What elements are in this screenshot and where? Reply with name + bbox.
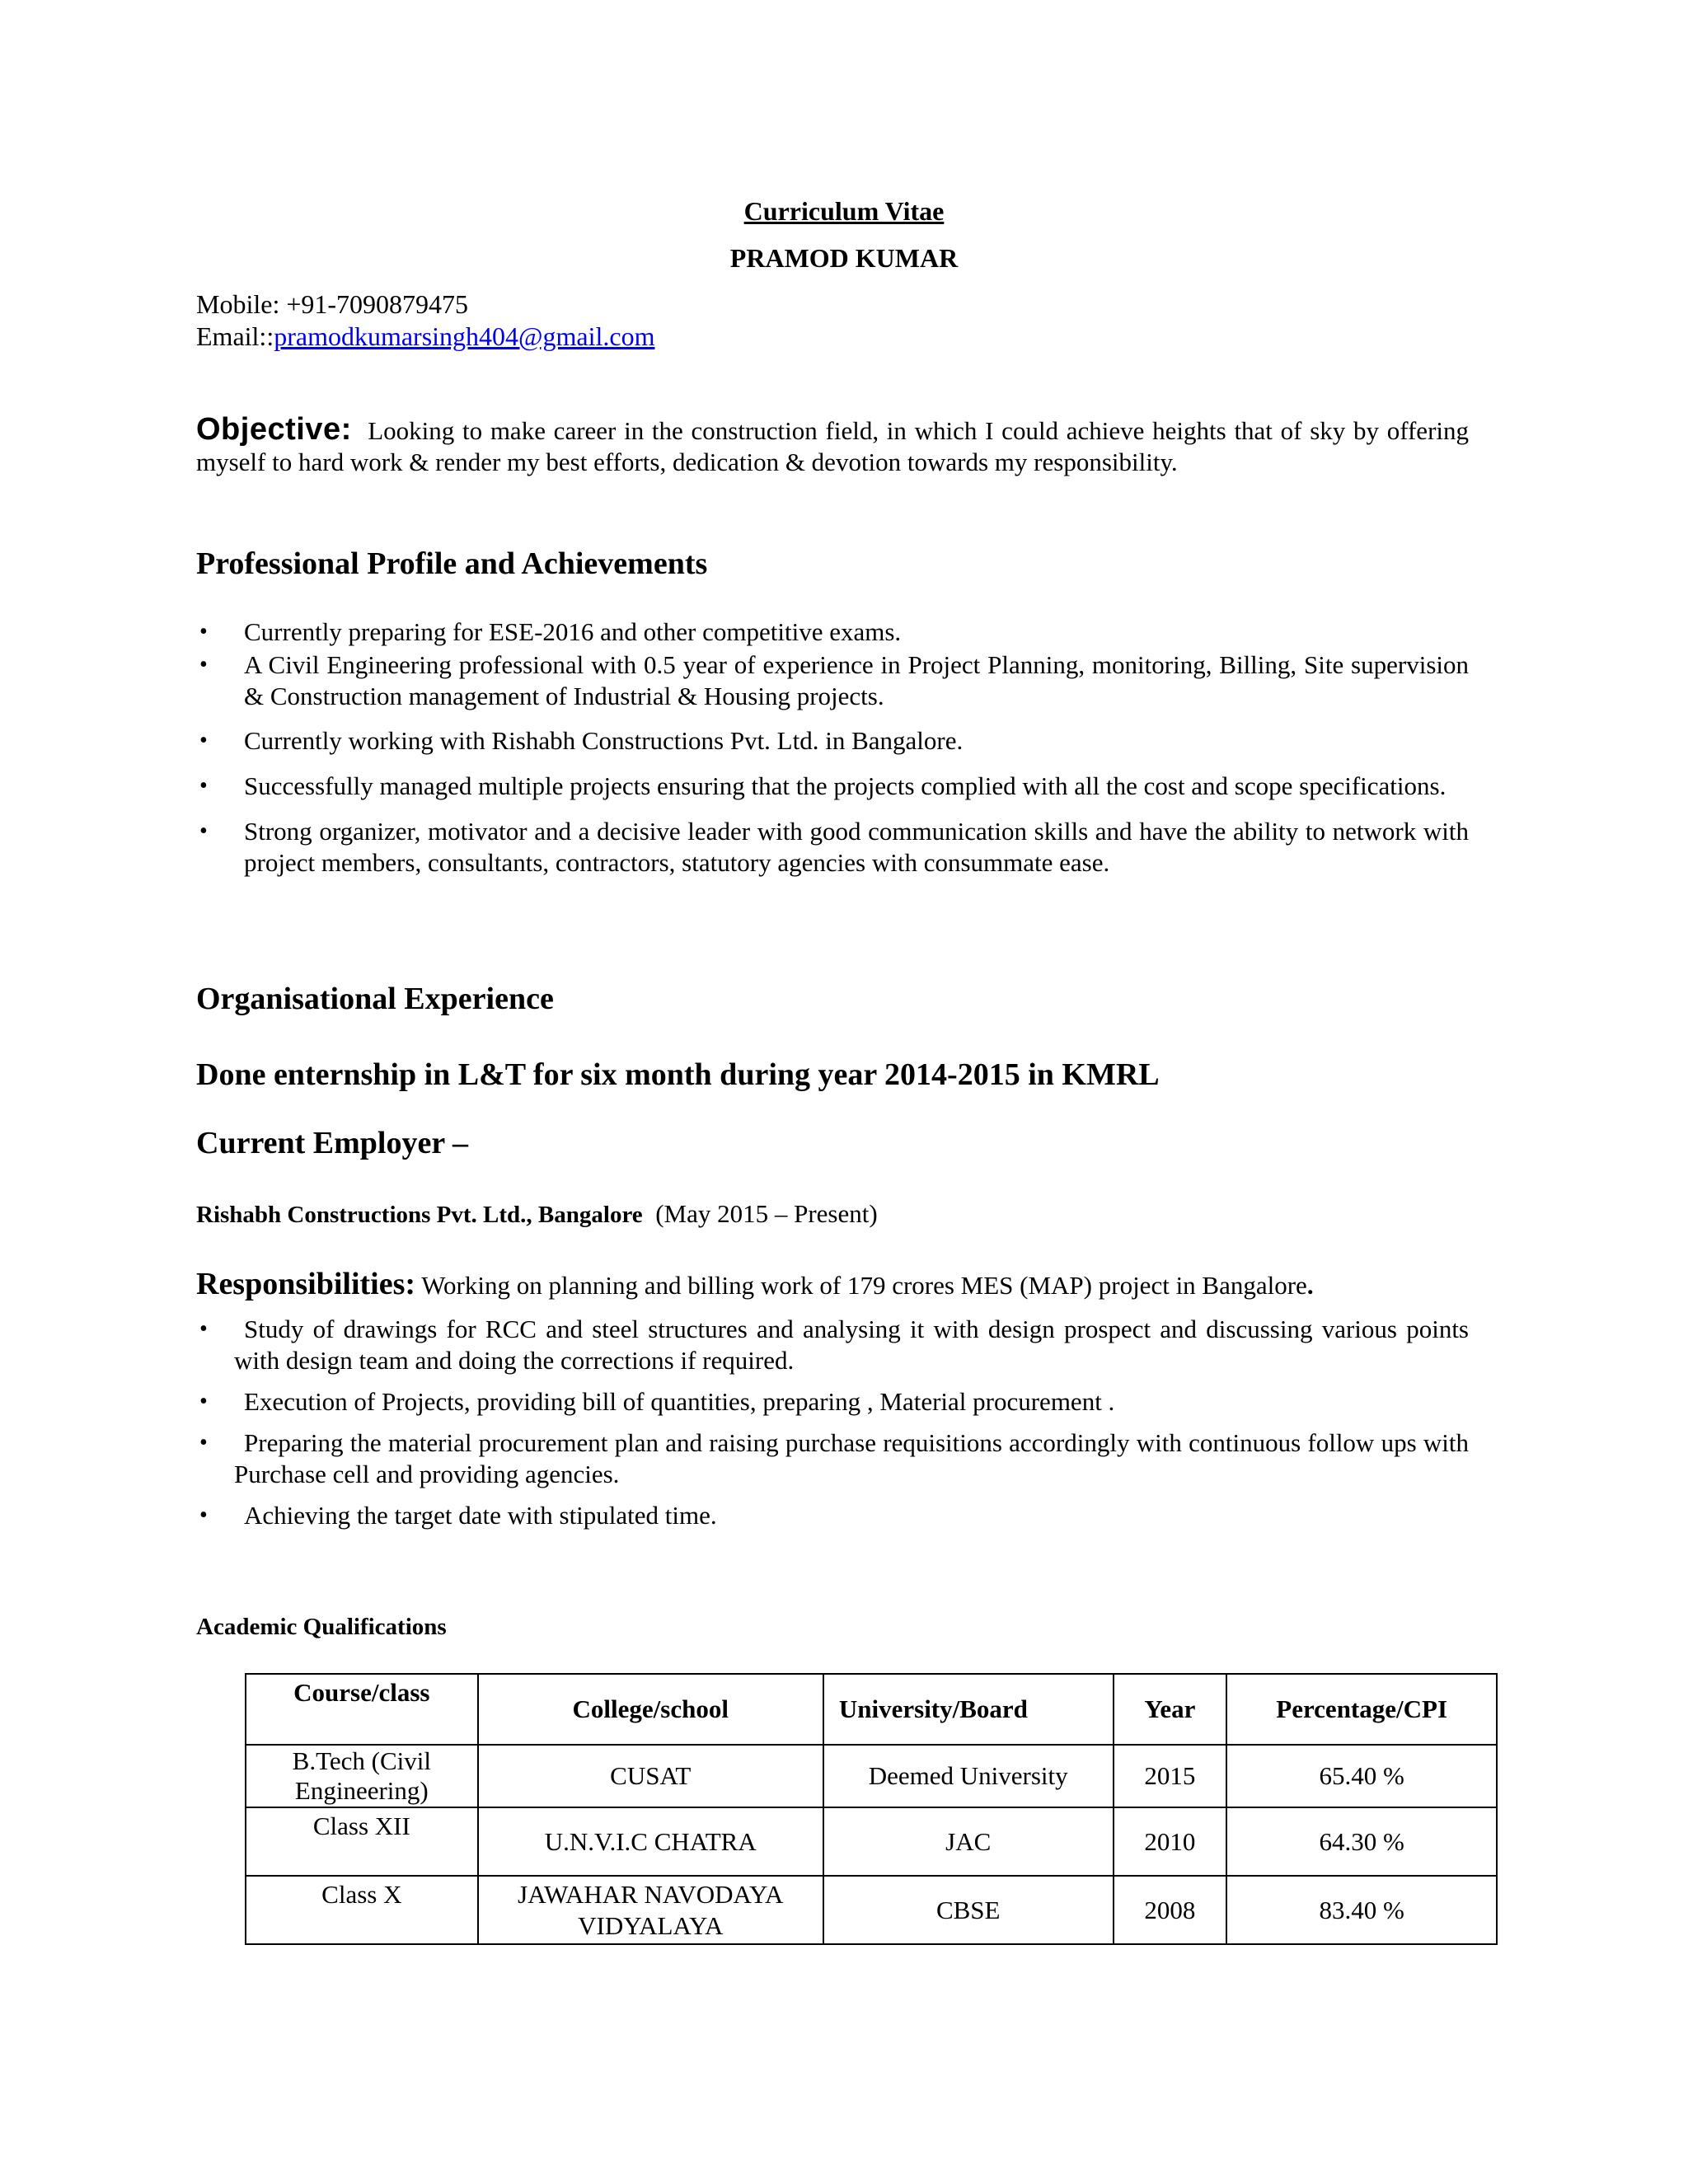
- list-item: • Study of drawings for RCC and steel structures and analysing it with design prospect and discussing various points with design team and doing the corrections if required.: [199, 1315, 1469, 1375]
- bullet-icon: •: [199, 619, 208, 644]
- list-item: • Currently preparing for ESE-2016 and other competitive exams.: [199, 617, 902, 646]
- column-header: College/school: [478, 1674, 823, 1745]
- bullet-icon: •: [199, 818, 208, 844]
- profile-heading: Professional Profile and Achievements: [196, 546, 708, 581]
- bullet-icon: •: [199, 652, 208, 677]
- email-link[interactable]: pramodkumarsingh404@gmail.com: [274, 321, 655, 351]
- responsibilities-line: Responsibilities: Working on planning and billing work of 179 crores MES (MAP) project in Bangalore.: [196, 1267, 1314, 1301]
- employer-period: (May 2015 – Present): [655, 1199, 878, 1228]
- list-item: • Successfully managed multiple projects ensuring that the projects complied with all the cost and scope specifications.: [199, 771, 1447, 800]
- table-cell: Class X: [246, 1876, 478, 1944]
- column-header: Percentage/CPI: [1226, 1674, 1497, 1745]
- responsibilities-intro: Working on planning and billing work of 179 crores MES (MAP) project in Bangalore: [421, 1271, 1307, 1300]
- bullet-icon: •: [199, 728, 208, 753]
- bullet-icon: •: [199, 1502, 208, 1528]
- objective-text: Looking to make career in the construction field, in which I could achieve heights that of sky by offering myself to hard work & render my best efforts, dedication & devotion towards my responsibility.: [196, 416, 1470, 476]
- objective-section: [196, 414, 1469, 478]
- profile-list: [196, 616, 1469, 879]
- email-line: [196, 321, 654, 353]
- table-row: [246, 1745, 1497, 1807]
- table-cell: 64.30 %: [1226, 1807, 1497, 1876]
- table-cell: U.N.V.I.C CHATRA: [478, 1807, 823, 1876]
- employer-line: [196, 1199, 878, 1229]
- bullet-icon: •: [199, 1389, 208, 1414]
- academics-heading: Academic Qualifications: [196, 1614, 447, 1640]
- internship-line: Done enternship in L&T for six month during year 2014-2015 in KMRL: [196, 1057, 1160, 1092]
- table-row: [246, 1807, 1497, 1876]
- candidate-name: PRAMOD KUMAR: [729, 243, 959, 273]
- table-cell: 2015: [1114, 1745, 1227, 1807]
- table-cell: Deemed University: [823, 1745, 1114, 1807]
- document-title: [0, 196, 1688, 227]
- table-cell: JAWAHAR NAVODAYA VIDYALAYA: [478, 1876, 823, 1944]
- responsibilities-heading: Responsibilities:: [196, 1267, 416, 1301]
- table-row: [246, 1876, 1497, 1944]
- column-header: Year: [1114, 1674, 1227, 1745]
- table-cell: CUSAT: [478, 1745, 823, 1807]
- list-item: • Execution of Projects, providing bill of quantities, preparing , Material procurement .: [199, 1387, 1115, 1416]
- table-cell: JAC: [823, 1807, 1114, 1876]
- table-cell: 65.40 %: [1226, 1745, 1497, 1807]
- bullet-icon: •: [199, 1316, 208, 1342]
- email-label: Email::: [196, 321, 274, 351]
- list-item: • A Civil Engineering professional with 0.5 year of experience in Project Planning, monitoring, Billing, Site supervision & Construction management of Industrial & Housing projects.: [199, 650, 1469, 710]
- responsibilities-list: [196, 1314, 1469, 1531]
- column-header: University/Board: [823, 1674, 1114, 1745]
- table-cell: CBSE: [823, 1876, 1114, 1944]
- document-title-text: Curriculum Vitae: [743, 196, 945, 226]
- bullet-icon: •: [199, 1430, 208, 1455]
- current-employer-heading: Current Employer –: [196, 1126, 469, 1160]
- objective-heading: Objective:: [196, 412, 352, 447]
- table-cell: B.Tech (Civil Engineering): [246, 1745, 478, 1807]
- column-header: Course/class: [246, 1674, 478, 1745]
- list-item: • Currently working with Rishabh Constructions Pvt. Ltd. in Bangalore.: [199, 726, 964, 755]
- list-item: • Preparing the material procurement plan and raising purchase requisitions accordingly with continuous follow ups with Purchase cell and providing agencies.: [199, 1428, 1469, 1488]
- list-item: • Strong organizer, motivator and a decisive leader with good communication skills and have the ability to network with project members, consultants, contractors, statutory agencies with consummate ease.: [199, 817, 1469, 877]
- table-cell: 2010: [1114, 1807, 1227, 1876]
- academics-table: [245, 1673, 1498, 1945]
- list-item: • Achieving the target date with stipulated time.: [199, 1501, 717, 1530]
- experience-heading: Organisational Experience: [196, 982, 554, 1016]
- employer-name: Rishabh Constructions Pvt. Ltd., Bangalore: [196, 1202, 643, 1228]
- table-header-row: [246, 1674, 1497, 1745]
- bullet-icon: •: [199, 773, 208, 799]
- table-cell: 83.40 %: [1226, 1876, 1497, 1944]
- mobile-line: Mobile: +91-7090879475: [196, 289, 469, 319]
- table-cell: Class XII: [246, 1807, 478, 1876]
- table-cell: 2008: [1114, 1876, 1227, 1944]
